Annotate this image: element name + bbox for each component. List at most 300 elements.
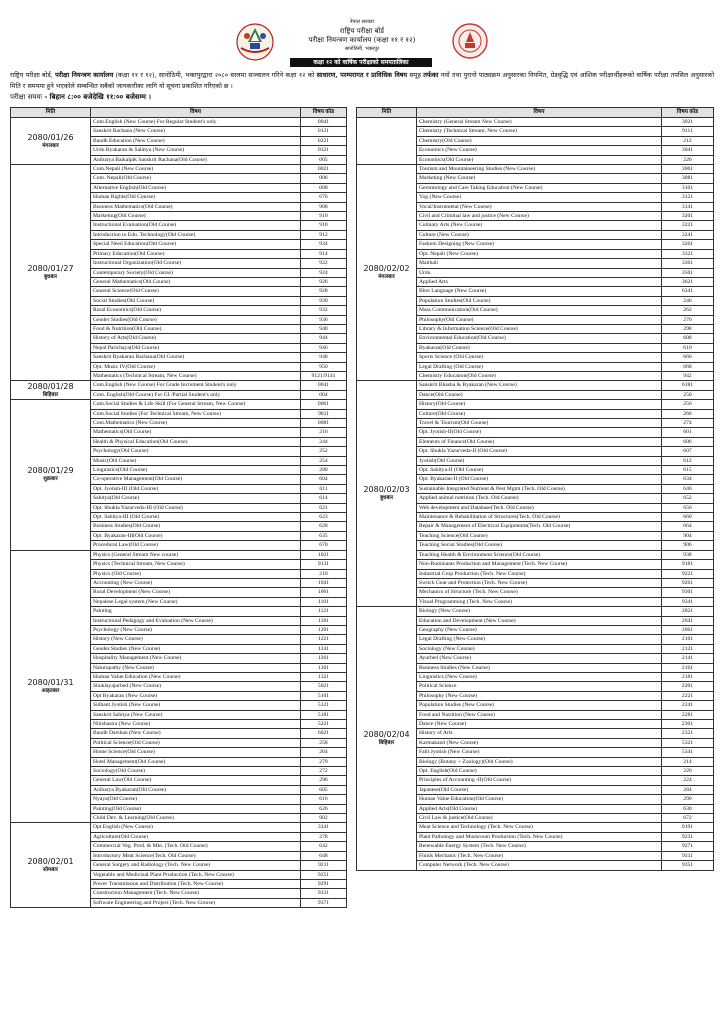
subject-code-cell: 3221 xyxy=(662,221,714,230)
subject-cell: Accounting (New Course) xyxy=(91,578,301,587)
exam-time-line xyxy=(10,92,151,102)
subject-code-cell: 906 xyxy=(662,541,714,550)
exam-date-cell xyxy=(11,165,91,381)
subject-cell: Legal Drafting (Old Course) xyxy=(417,362,662,371)
subject-cell: Teaching Science(Old Course) xyxy=(417,531,662,540)
subject-code-cell: 9311 xyxy=(662,851,714,860)
subject-code-cell: 3021 xyxy=(662,118,714,127)
subject-cell: Special Need Education(Old Course) xyxy=(91,240,301,249)
subject-code-cell: 934 xyxy=(301,240,347,249)
subject-cell: Economics(Old Course) xyxy=(417,155,662,164)
subject-code-cell: 630 xyxy=(662,804,714,813)
subject-cell: Commercial Veg. Prod. & Mkt. (Tech. Old Course) xyxy=(91,842,301,851)
subject-cell: Applied animal nutrition (Tech. Old Course) xyxy=(417,494,662,503)
subject-code-cell: 910 xyxy=(301,212,347,221)
subject-cell: Anibarya Baikalpik Sanskrit Rachana(Old Course) xyxy=(91,155,301,164)
subject-cell: Maintenance & Rehabilitation of Structures(Tech. Old Course) xyxy=(417,513,662,522)
subject-cell: Gender Studies (New Course) xyxy=(91,644,301,653)
table-row xyxy=(357,381,714,390)
intro-bold-1: परीक्षा नियन्त्रण कार्यालय xyxy=(55,71,114,79)
subject-cell: Opt. Sahitya-III (Old Course) xyxy=(91,513,301,522)
subject-code-cell: 2321 xyxy=(662,729,714,738)
subject-code-cell: 2121 xyxy=(662,644,714,653)
subject-cell: Opt. Byakaran-III(Old Course) xyxy=(91,531,301,540)
subject-code-cell: 246 xyxy=(662,296,714,305)
subject-cell: Fluids Mechanic (Tech. New Course) xyxy=(417,851,662,860)
subject-code-cell: 0321 xyxy=(301,146,347,155)
subject-code-cell: 3081 xyxy=(662,174,714,183)
exam-date: 2080/02/03 xyxy=(363,485,410,495)
exam-date-cell xyxy=(357,165,417,381)
exam-weekday: मंगलबार xyxy=(42,142,59,149)
subject-code-cell: 9121/9141 xyxy=(301,371,347,380)
notice-title: कक्षा १२ को वार्षिक परीक्षाको समयतालिका xyxy=(290,58,432,67)
subject-cell: Sanskrit Sahitya (New Course) xyxy=(91,710,301,719)
subject-code-cell: 922 xyxy=(301,259,347,268)
subject-code-cell: 9351 xyxy=(662,861,714,870)
subject-code-cell: 648 xyxy=(301,851,347,860)
subject-code-cell: 9341 xyxy=(662,597,714,606)
subject-cell: Jyotish(Old Course) xyxy=(417,456,662,465)
subject-cell: Nepalese Legal system (New Course) xyxy=(91,597,301,606)
subject-cell: Naturopathy (New Course) xyxy=(91,663,301,672)
table-row xyxy=(357,118,714,127)
subject-cell: Opt. Nepali (New Course) xyxy=(417,249,662,258)
subject-code-cell: 5321 xyxy=(662,738,714,747)
subject-cell: Dance(Old Course) xyxy=(417,390,662,399)
table-header-row xyxy=(11,108,347,118)
subject-code-cell: 611 xyxy=(301,484,347,493)
subject-cell: Population Studies (New Course) xyxy=(417,701,662,710)
subject-cell: Chemistry(Old Course) xyxy=(417,136,662,145)
subject-cell: Health & Physical Education(Old Course) xyxy=(91,437,301,446)
subject-code-cell: 3121 xyxy=(662,193,714,202)
subject-code-cell: 9291 xyxy=(301,879,347,888)
subject-code-cell: 3101 xyxy=(662,183,714,192)
subject-cell: Elements of Finance(Old Course) xyxy=(417,437,662,446)
subject-code-cell: 930 xyxy=(301,296,347,305)
subject-cell: Marketing(Old Course) xyxy=(91,212,301,221)
subject-cell: Linguistics (New Course) xyxy=(417,672,662,681)
subject-cell: Social Studies(Old Course) xyxy=(91,296,301,305)
subject-code-cell: 1061 xyxy=(301,588,347,597)
subject-cell: Industrial Crop Production (Tech. New Course) xyxy=(417,569,662,578)
subject-cell: Sanskrit Bhasha & Byakaran (New Course) xyxy=(417,381,662,390)
subject-cell: Library & Information Science(Old Course) xyxy=(417,324,662,333)
subject-code-cell: 296 xyxy=(301,776,347,785)
subject-cell: Primary Education(Old Course) xyxy=(91,249,301,258)
subject-code-cell: 914 xyxy=(301,249,347,258)
subject-cell: Culture (New Course) xyxy=(417,230,662,239)
subject-code-cell: 3061 xyxy=(662,165,714,174)
subject-code-cell: 612 xyxy=(662,456,714,465)
subject-code-cell: 0221 xyxy=(301,136,347,145)
subject-code-cell: 3501 xyxy=(662,268,714,277)
subject-code-cell: 634 xyxy=(662,475,714,484)
subject-cell: Com. English(Old Course) For GI /Partial Student's only xyxy=(91,390,301,399)
subject-cell: Com.English (New Course) For Grade Increment Student's only xyxy=(91,381,301,390)
subject-code-cell: 606 xyxy=(662,437,714,446)
subject-cell: Repair & Management of Electrical Equipments(Tech. Old Course) xyxy=(417,522,662,531)
subject-cell: Sustainable Integrated Nutrient & Pest Mgmt (Tech. Old Course) xyxy=(417,484,662,493)
office-location: सानोठिमी, भक्तपुर xyxy=(344,46,380,52)
subject-code-cell: 668 xyxy=(662,362,714,371)
subject-code-cell: 1201 xyxy=(301,625,347,634)
subject-code-cell: 0121 xyxy=(301,127,347,136)
document-header xyxy=(0,0,724,70)
subject-code-cell: 2301 xyxy=(662,720,714,729)
subject-code-cell: 3201 xyxy=(662,212,714,221)
subject-code-cell: 932 xyxy=(301,306,347,315)
subject-code-cell: 284 xyxy=(662,785,714,794)
exam-date: 2080/02/04 xyxy=(363,729,410,739)
subject-cell: Software Engineering and Project (Tech. New Course) xyxy=(91,898,301,907)
subject-code-cell: 1121 xyxy=(301,607,347,616)
subject-cell: Visual Programming (Tech. New Course) xyxy=(417,597,662,606)
subject-code-cell: 2101 xyxy=(662,635,714,644)
subject-code-cell: 1301 xyxy=(301,663,347,672)
code-column-header: विषय कोड xyxy=(301,108,347,118)
exam-date-cell xyxy=(11,381,91,400)
code-column-header: विषय कोड xyxy=(662,108,714,118)
exam-weekday: बुधबार xyxy=(43,274,58,281)
subject-code-cell: 9251 xyxy=(301,870,347,879)
subject-code-cell: 940 xyxy=(301,324,347,333)
subject-code-cell: 1321 xyxy=(301,672,347,681)
subject-cell: Business Studies(Old Course) xyxy=(91,522,301,531)
subject-cell: Principles of Accounting -II(Old Course) xyxy=(417,776,662,785)
subject-cell: Sidhant Jyotish (New Course) xyxy=(91,701,301,710)
subject-code-cell: 623 xyxy=(301,513,347,522)
subject-code-cell: 924 xyxy=(301,268,347,277)
subject-cell: Instructional Organization(Old Course) xyxy=(91,259,301,268)
subject-cell: Byakaran(Old Course) xyxy=(417,343,662,352)
subject-code-cell: 942 xyxy=(662,371,714,380)
table-header-row xyxy=(357,108,714,118)
subject-cell: Computer Network (Tech. New Course) xyxy=(417,861,662,870)
subject-cell: Plant Pathology and Mushroom Production (Tech. New Course) xyxy=(417,832,662,841)
subject-cell: Painting(Old Course) xyxy=(91,804,301,813)
subject-code-cell: 9271 xyxy=(662,842,714,851)
subject-cell: Travel & Tourism(Old Course) xyxy=(417,419,662,428)
subject-code-cell: 1261 xyxy=(301,654,347,663)
subject-code-cell: 250 xyxy=(662,390,714,399)
subject-cell: Japanese(Old Course) xyxy=(417,785,662,794)
subject-cell: Rural Development (New Course) xyxy=(91,588,301,597)
subject-code-cell: 264 xyxy=(301,748,347,757)
subject-cell: Applied Arts xyxy=(417,277,662,286)
subject-code-cell: 2241 xyxy=(662,701,714,710)
subject-cell: Opt. Jyotish-III (Old Course) xyxy=(91,484,301,493)
subject-cell: Com.Social Studies (For Technical Stream, New Course) xyxy=(91,409,301,418)
subject-cell: Contemporary Society(Old Course) xyxy=(91,268,301,277)
subject-code-cell: 254 xyxy=(301,456,347,465)
subject-code-cell: 1041 xyxy=(301,578,347,587)
subject-code-cell: 1021 xyxy=(301,550,347,559)
subject-code-cell: 615 xyxy=(662,466,714,475)
table-row xyxy=(11,118,347,127)
subject-code-cell: 948 xyxy=(301,353,347,362)
subject-code-cell: 621 xyxy=(301,503,347,512)
exam-date-cell xyxy=(11,400,91,551)
subject-code-cell: 2201 xyxy=(662,682,714,691)
subject-code-cell: 9261 xyxy=(662,578,714,587)
subject-code-cell: 2041 xyxy=(662,616,714,625)
subject-cell: General Surgery and Radiology (Tech. New Course) xyxy=(91,861,301,870)
intro-text-2: (कक्षा ११ र १२), सानोठिमी, भक्तपुरद्वारा २०८० सालमा सञ्चालन गरिने कक्षा १२ को xyxy=(113,71,317,79)
subject-cell: Vegetable and Medicinal Plant Production (Tech. New Course) xyxy=(91,870,301,879)
subject-code-cell: 256 xyxy=(662,400,714,409)
subject-cell: Opt. Shukla Yazurveda-III (Old Course) xyxy=(91,503,301,512)
subject-code-cell: 1221 xyxy=(301,635,347,644)
subject-code-cell: 6341 xyxy=(662,287,714,296)
subject-cell: Physics (General Stream New course) xyxy=(91,550,301,559)
date-column-header: मिति xyxy=(11,108,91,118)
subject-code-cell: 918 xyxy=(301,221,347,230)
left-schedule-table xyxy=(10,107,347,908)
exam-weekday: शुक्रबार xyxy=(43,476,58,483)
subject-code-cell: 912 xyxy=(301,230,347,239)
subject-code-cell: 276 xyxy=(662,315,714,324)
subject-cell: Nitishastra (New Course) xyxy=(91,720,301,729)
subject-cell: Mechanics of Structure (Tech. New Course) xyxy=(417,588,662,597)
subject-cell: Business Studies (New Course) xyxy=(417,663,662,672)
subject-code-cell: 614 xyxy=(301,494,347,503)
subject-code-cell: 9331 xyxy=(301,889,347,898)
subject-code-cell: 5121 xyxy=(301,701,347,710)
subject-code-cell: 2021 xyxy=(662,607,714,616)
subject-code-cell: 1241 xyxy=(301,644,347,653)
subject-cell: Instructional Evaluation(Old Course) xyxy=(91,221,301,230)
subject-cell: Sociology (New Course) xyxy=(417,644,662,653)
exam-date-cell xyxy=(11,823,91,908)
subject-cell: Political Science xyxy=(417,682,662,691)
subject-cell: Marketing (New Course) xyxy=(417,174,662,183)
subject-cell: Legal Drafting (New Course) xyxy=(417,635,662,644)
subject-cell: Com.English (New Course) For Regular Student's only xyxy=(91,118,301,127)
subject-cell: Sanskrit Byakaran Rachana(Old Course) xyxy=(91,353,301,362)
subject-cell: Linguistics(Old Course) xyxy=(91,466,301,475)
subject-cell: Fashion Designing (New Course) xyxy=(417,240,662,249)
table-row xyxy=(11,381,347,390)
subject-code-cell: 607 xyxy=(662,447,714,456)
date-column-header: मिति xyxy=(357,108,417,118)
subject-cell: Web development and Database(Tech. Old Course) xyxy=(417,503,662,512)
subject-cell: Human Value Education(Old Course) xyxy=(417,795,662,804)
subject-code-cell: 9111 xyxy=(662,127,714,136)
issuer-block xyxy=(262,18,462,54)
subject-code-cell: 950 xyxy=(301,362,347,371)
subject-cell: General Science(Old Course) xyxy=(91,287,301,296)
subject-code-cell: 244 xyxy=(301,437,347,446)
subject-code-cell: 266 xyxy=(662,409,714,418)
subject-code-cell: 0081 xyxy=(301,419,347,428)
subject-code-cell: 646 xyxy=(662,484,714,493)
subject-cell: Sports Science (Old Course) xyxy=(417,353,662,362)
subject-cell: Sahitya(Old Course) xyxy=(91,494,301,503)
subject-code-cell: 9301 xyxy=(662,588,714,597)
subject-code-cell: 652 xyxy=(662,494,714,503)
subject-code-cell: 2221 xyxy=(662,691,714,700)
subject-code-cell: 290 xyxy=(662,795,714,804)
subject-code-cell: 908 xyxy=(301,202,347,211)
subject-code-cell: 004 xyxy=(301,390,347,399)
subject-cell: Environmental Education(Old Course) xyxy=(417,334,662,343)
subject-code-cell: 220 xyxy=(662,767,714,776)
subject-code-cell: 3141 xyxy=(662,202,714,211)
subject-code-cell: 0041 xyxy=(301,381,347,390)
subject-code-cell: 626 xyxy=(301,804,347,813)
subject-cell: Renewable Energy System (Tech. New Course) xyxy=(417,842,662,851)
subject-cell: Population Studies(Old Course) xyxy=(417,296,662,305)
subject-code-cell: 9011 xyxy=(301,409,347,418)
subject-code-cell: 676 xyxy=(301,193,347,202)
subject-code-cell: 278 xyxy=(301,832,347,841)
subject-code-cell: 2161 xyxy=(662,663,714,672)
subject-code-cell: 2061 xyxy=(662,625,714,634)
subject-code-cell: 210 xyxy=(301,569,347,578)
subject-cell: Geography (New Course) xyxy=(417,625,662,634)
subject-cell: Sociology(Old Course) xyxy=(91,767,301,776)
subject-cell: Education and Development (New Course) xyxy=(417,616,662,625)
subject-code-cell: 0041 xyxy=(301,118,347,127)
subject-cell: Urdu xyxy=(417,268,662,277)
subject-cell: Biology (New Course) xyxy=(417,607,662,616)
subject-cell: Baudh Darshan (New Course) xyxy=(91,729,301,738)
subject-cell: Co-operative Management(Old Course) xyxy=(91,475,301,484)
subject-cell: Food and Nutrition (New Course) xyxy=(417,710,662,719)
subject-cell: Home Science(Old Course) xyxy=(91,748,301,757)
board-seal-logo xyxy=(451,22,489,60)
subject-column-header: विषय xyxy=(91,108,301,118)
subject-cell: Procedural Law(Old Course) xyxy=(91,541,301,550)
exam-date: 2080/01/27 xyxy=(27,264,74,274)
subject-code-cell: 605 xyxy=(301,785,347,794)
subject-code-cell: 926 xyxy=(301,277,347,286)
subject-code-cell: 006 xyxy=(301,174,347,183)
subject-cell: General Law(Old Course) xyxy=(91,776,301,785)
subject-code-cell: 635 xyxy=(301,531,347,540)
subject-cell: Vocal/Instrumetal (New Course) xyxy=(417,202,662,211)
subject-cell: Physics (Old Course) xyxy=(91,569,301,578)
subject-cell: Mass Communication(Old Course) xyxy=(417,306,662,315)
subject-cell: Karmakand (New Course) xyxy=(417,738,662,747)
subject-cell: History of Arts(Old Course) xyxy=(91,334,301,343)
subject-code-cell: 226 xyxy=(662,155,714,164)
subject-code-cell: 2281 xyxy=(662,710,714,719)
intro-text-1: राष्ट्रिय परीक्षा बोर्ड, xyxy=(10,71,56,79)
subject-code-cell: 928 xyxy=(301,287,347,296)
subject-code-cell: 642 xyxy=(301,842,347,851)
subject-cell: Opt English (New Course) xyxy=(91,823,301,832)
subject-cell: Com.Social Studies & Life Skill (For General Stream, New Course) xyxy=(91,400,301,409)
subject-cell: Com. Nepali(Old Course) xyxy=(91,174,301,183)
subject-cell: Anibarya Byakaran(Old Course) xyxy=(91,785,301,794)
subject-code-cell: 601 xyxy=(662,428,714,437)
subject-cell: Civil and Criminal law and justice (New Course) xyxy=(417,212,662,221)
subject-code-cell: 212 xyxy=(662,136,714,145)
subject-cell: Com.Mathematics (New Course) xyxy=(91,419,301,428)
exam-date-cell xyxy=(357,381,417,607)
table-row xyxy=(11,400,347,409)
subject-code-cell: 936 xyxy=(301,315,347,324)
subject-cell: Introductory Meat Science(Tech. Old Course) xyxy=(91,851,301,860)
exam-weekday: बुधबार xyxy=(379,495,394,502)
subject-cell: Culture(Old Course) xyxy=(417,409,662,418)
subject-code-cell: 3241 xyxy=(662,230,714,239)
subject-code-cell: 9191 xyxy=(662,823,714,832)
subject-code-cell: 656 xyxy=(662,503,714,512)
subject-cell: Power Transmission and Distribution (Tech. New Course) xyxy=(91,879,301,888)
subject-code-cell: 9131 xyxy=(301,560,347,569)
subject-cell: History(Old Course) xyxy=(417,400,662,409)
subject-cell: Teaching Health & Environment Science(Old Course) xyxy=(417,550,662,559)
subject-code-cell: 5181 xyxy=(301,710,347,719)
subject-code-cell: 216 xyxy=(301,428,347,437)
exam-date-cell xyxy=(357,607,417,870)
subject-code-cell: 252 xyxy=(301,447,347,456)
subject-code-cell: 9211 xyxy=(301,861,347,870)
subject-code-cell: 628 xyxy=(301,522,347,531)
subject-cell: Political Science(Old Course) xyxy=(91,738,301,747)
subject-code-cell: 262 xyxy=(662,306,714,315)
subject-cell: Falit Jyotish (New Course) xyxy=(417,748,662,757)
intro-text-4: नयाँ तथा पुरानो पाठ्यक्रम अनुसारका नियमित, ग्रेडवृद्धि एवं आंशिक परीक्षार्थीहरूको वार्षिक परीक्षा तपसिल अनुसारको मिति र समयमा हुने भएकोले सम्बन्धित सबैको जानकारीका लागि यो सूचना प्रकाशित गरिएको छ । xyxy=(10,71,714,90)
subject-code-cell: 6181 xyxy=(662,381,714,390)
intro-text-3: समूह xyxy=(407,71,424,79)
subject-cell: Opt. Sahitya-II (Old Course) xyxy=(417,466,662,475)
subject-code-cell: 272 xyxy=(301,767,347,776)
subject-cell: Dance (New Course) xyxy=(417,720,662,729)
table-row xyxy=(11,823,347,832)
subject-cell: Opt. Music IV(Old Course) xyxy=(91,362,301,371)
subject-cell: Chemistry Education(Old Course) xyxy=(417,371,662,380)
subject-cell: Psychology(Old Course) xyxy=(91,447,301,456)
subject-code-cell: 214 xyxy=(662,757,714,766)
table-row xyxy=(357,607,714,616)
subject-cell: Teaching Social Studies(Old Course) xyxy=(417,541,662,550)
subject-cell: Introduction to Edu. Technology(Old Course) xyxy=(91,230,301,239)
subject-cell: Opt. English(Old Course) xyxy=(417,767,662,776)
subject-cell: History (New Course) xyxy=(91,635,301,644)
subject-code-cell: 610 xyxy=(662,343,714,352)
subject-code-cell: 944 xyxy=(301,334,347,343)
subject-code-cell: 5101 xyxy=(301,691,347,700)
subject-code-cell: 3361 xyxy=(662,259,714,268)
subject-code-cell: 008 xyxy=(301,183,347,192)
subject-cell: Switch Gear and Protection (Tech. New Course) xyxy=(417,578,662,587)
subject-cell: Com.Nepali (New Course) xyxy=(91,165,301,174)
subject-code-cell: 660 xyxy=(662,513,714,522)
subject-column-header: विषय xyxy=(417,108,662,118)
subject-cell: Mathematics (Technical Stream, New Course) xyxy=(91,371,301,380)
subject-cell: Opt. Shukla Yazurveda-II (Old Course) xyxy=(417,447,662,456)
subject-cell: Human Value Education (New Course) xyxy=(91,672,301,681)
subject-cell: Child Dev. & Learning(Old Course) xyxy=(91,814,301,823)
subject-code-cell: 2181 xyxy=(662,672,714,681)
subject-code-cell: 0021 xyxy=(301,165,347,174)
subject-code-cell: 224 xyxy=(662,776,714,785)
exam-weekday: बिहिबार xyxy=(378,739,395,746)
subject-code-cell: 3261 xyxy=(662,240,714,249)
exam-date: 2080/02/01 xyxy=(27,856,74,866)
subject-code-cell: 6021 xyxy=(301,729,347,738)
intro-bold-3: तर्फका xyxy=(423,71,439,79)
subject-code-cell: 608 xyxy=(662,334,714,343)
subject-cell: Opt Byakaran (New Course) xyxy=(91,691,301,700)
subject-cell: Hotel Management(Old Course) xyxy=(91,757,301,766)
subject-cell: Business Mathematics(Old Course) xyxy=(91,202,301,211)
